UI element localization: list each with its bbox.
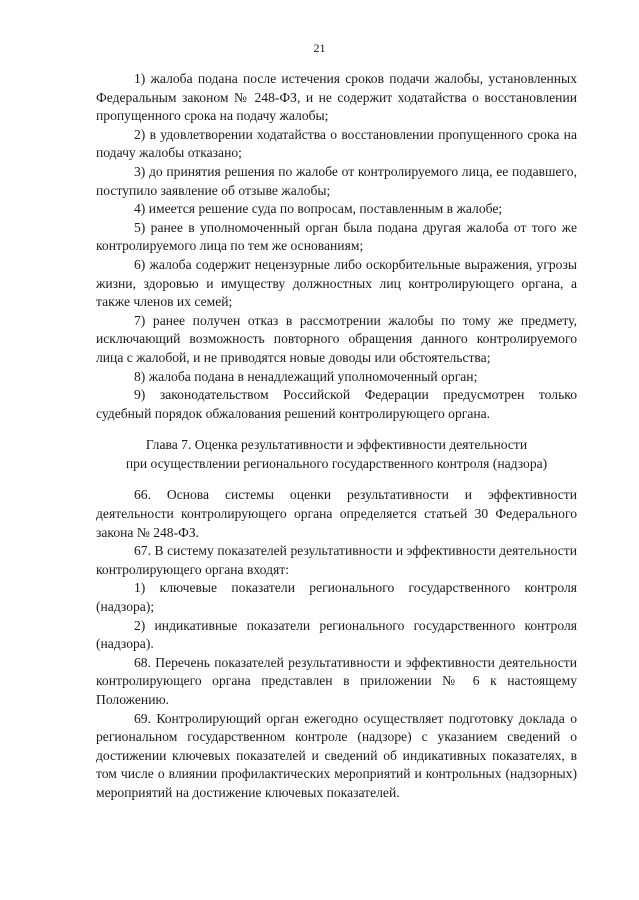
list-item: 2) в удовлетворении ходатайства о восстановлении пропущенного срока на подачу жалобы отказано; xyxy=(96,126,577,161)
list-item: 5) ранее в уполномоченный орган была подана другая жалоба от того же контролируемого лица по тем же основаниям; xyxy=(96,219,577,254)
paragraph-67: 67. В систему показателей результативности и эффективности деятельности контролирующего органа входят: xyxy=(96,543,577,577)
list-item: 6) жалоба содержит нецензурные либо оскорбительные выражения, угрозы жизни, здоровью и имуществу должностных лиц контролирующего органа, а также членов их семей; xyxy=(96,256,577,310)
chapter-heading xyxy=(96,436,577,473)
paragraph-68: 68. Перечень показателей результативности и эффективности деятельности контролирующего органа представлен в приложении № 6 к настоящему Положению. xyxy=(96,654,577,707)
list-item: 3) до принятия решения по жалобе от контролируемого лица, ее подавшего, поступило заявление об отзыве жалобы; xyxy=(96,163,577,198)
list-item: 2) индикативные показатели регионального государственного контроля (надзора). xyxy=(96,617,577,652)
paragraph-69: 69. Контролирующий орган ежегодно осуществляет подготовку доклада о региональном государственном контроле (надзоре) с указанием сведений о достижении ключевых показателей и сведений об индикативных показателях, в том числе о влиянии профилактических мероприятий и контрольных (надзорных) мероприятий на достижение ключевых показателей. xyxy=(96,710,577,800)
paragraph-66: 66. Основа системы оценки результативности и эффективности деятельности контролирующего органа определяется статьей 30 Федерального закона № 248-ФЗ. xyxy=(96,487,577,540)
page-number: 21 xyxy=(313,41,326,55)
chapter-heading-line-2: при осуществлении регионального государственного контроля (надзора) xyxy=(125,455,548,471)
document-body xyxy=(96,70,577,803)
list-item: 1) ключевые показатели регионального государственного контроля (надзора); xyxy=(96,580,577,615)
chapter-heading-line-1: Глава 7. Оценка результативности и эффективности деятельности xyxy=(145,437,528,453)
list-item: 9) законодательством Российской Федерации предусмотрен только судебный порядок обжалования решений контролирующего органа. xyxy=(96,387,577,421)
list-item: 8) жалоба подана в ненадлежащий уполномоченный орган; xyxy=(134,368,478,384)
list-item: 1) жалоба подана после истечения сроков подачи жалобы, установленных Федеральным законом № 248-ФЗ, и не содержит ходатайства о восстановлении пропущенного срока на подачу жалобы; xyxy=(96,71,577,124)
list-item: 7) ранее получен отказ в рассмотрении жалобы по тому же предмету, исключающий возможность повторного обращения данного контролируемого лица с жалобой, и не приводятся новые доводы или обстоятельства; xyxy=(96,312,577,365)
list-item: 4) имеется решение суда по вопросам, поставленным в жалобе; xyxy=(134,201,503,217)
